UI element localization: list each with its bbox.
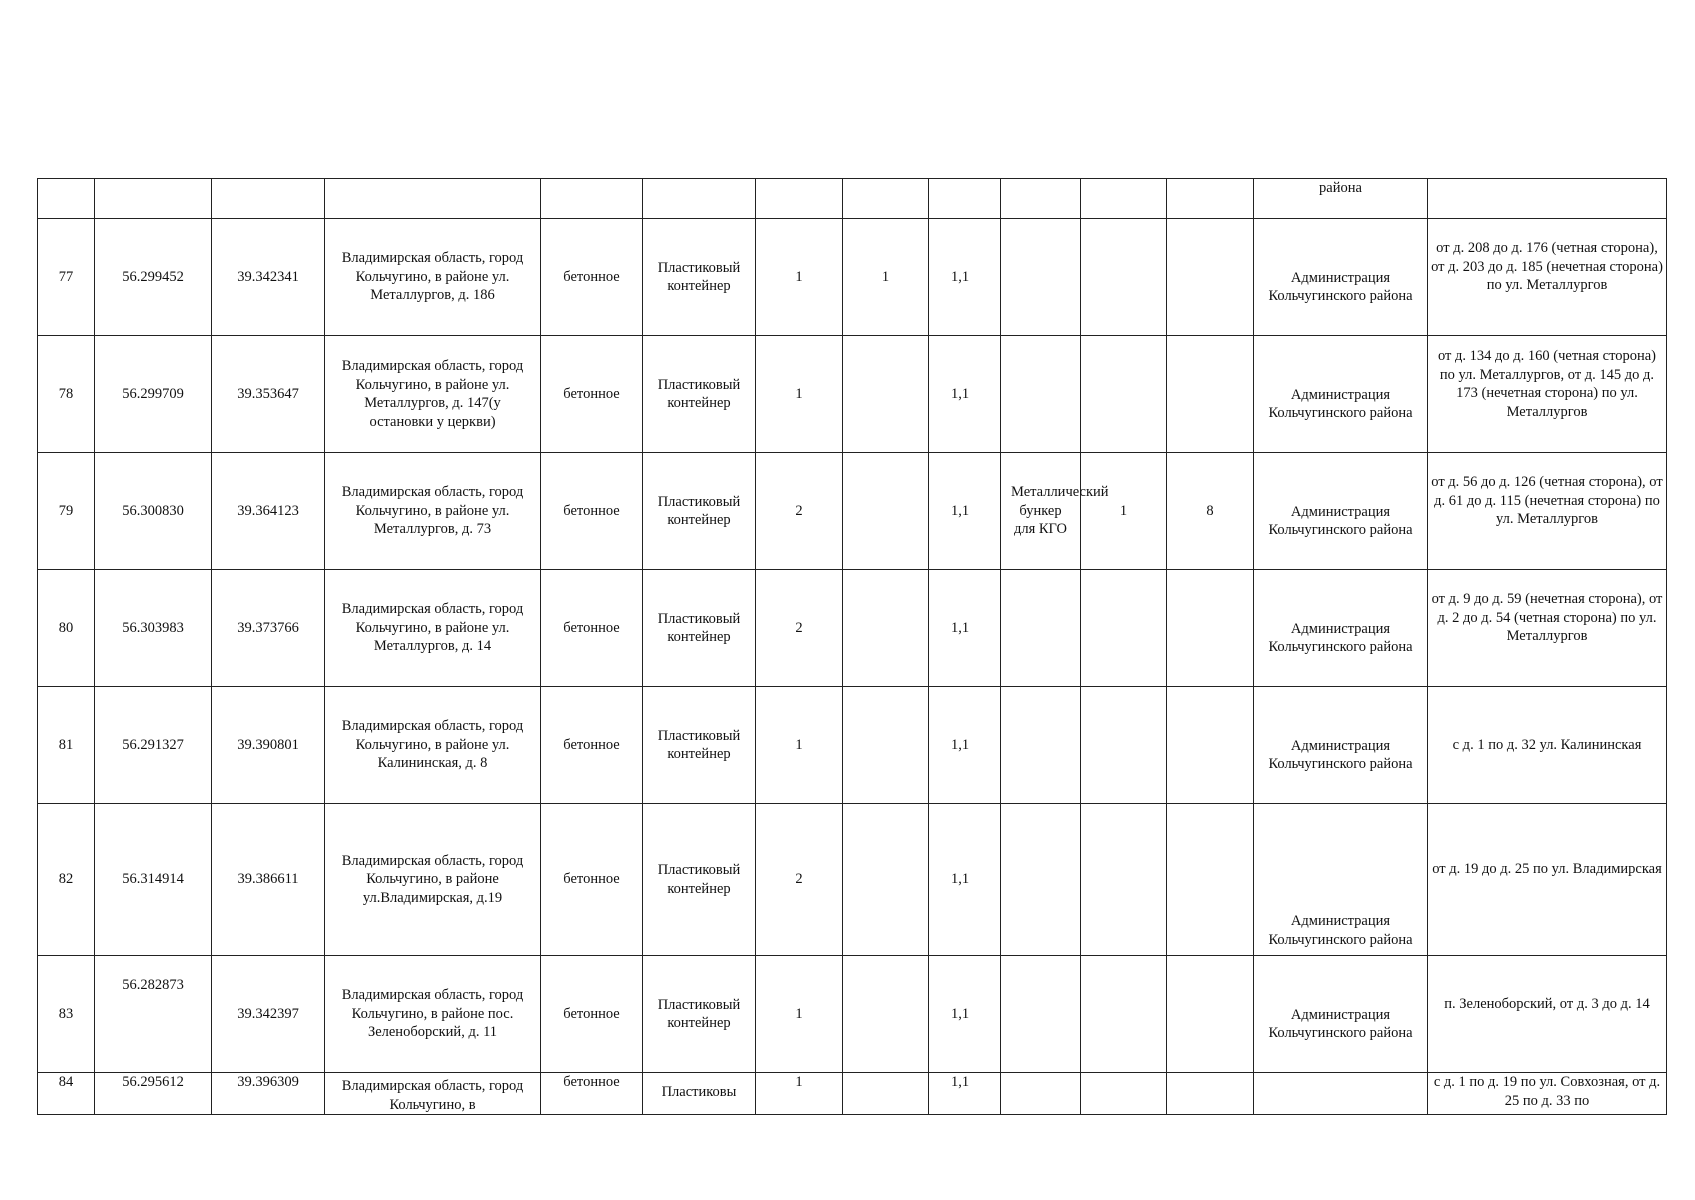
cell-count: 1: [756, 1073, 843, 1115]
cell-surface: бетонное: [541, 453, 643, 570]
cell-count: 2: [756, 804, 843, 956]
cell-container-type: Пластиковы: [643, 1073, 756, 1115]
cell-address: Владимирская область, город Кольчугино, в районе пос. Зеленоборский, д. 11: [325, 956, 541, 1073]
cell-authority: Администрация Кольчугинского района: [1254, 219, 1428, 336]
cell-authority: Администрация Кольчугинского района: [1254, 687, 1428, 804]
cell-container-type: [643, 179, 756, 219]
cell-bunker-type: [1001, 570, 1081, 687]
cell-address: Владимирская область, город Кольчугино, в районе ул. Калининская, д. 8: [325, 687, 541, 804]
cell-lat: 56.314914: [95, 804, 212, 956]
cell-no: 84: [38, 1073, 95, 1115]
cell-bunker-type: [1001, 956, 1081, 1073]
cell-bunker-volume: [1167, 687, 1254, 804]
cell-address: Владимирская область, город Кольчугино, в районе ул.Владимирская, д.19: [325, 804, 541, 956]
cell-no: 80: [38, 570, 95, 687]
cell-lon: 39.364123: [212, 453, 325, 570]
cell-surface: бетонное: [541, 687, 643, 804]
cell-lat: 56.282873: [95, 956, 212, 1073]
cell-authority: Администрация Кольчугинского района: [1254, 956, 1428, 1073]
cell-address: Владимирская область, город Кольчугино, в районе ул. Металлургов, д. 73: [325, 453, 541, 570]
cell-lon: 39.342397: [212, 956, 325, 1073]
cell-count2: [843, 687, 929, 804]
cell-address: [325, 179, 541, 219]
cell-no: 83: [38, 956, 95, 1073]
table-row-carryover: [38, 179, 1667, 219]
cell-served: от д. 134 до д. 160 (четная сторона) по ул. Металлургов, от д. 145 до д. 173 (нечетная сторона) по ул. Металлургов: [1428, 336, 1667, 453]
cell-count2: [843, 453, 929, 570]
cell-volume: 1,1: [929, 336, 1001, 453]
cell-container-type: Пластиковый контейнер: [643, 336, 756, 453]
cell-served: [1428, 179, 1667, 219]
cell-lon: 39.353647: [212, 336, 325, 453]
cell-served: от д. 9 до д. 59 (нечетная сторона), от д. 2 до д. 54 (четная сторона) по ул. Металлургов: [1428, 570, 1667, 687]
cell-count2: [843, 179, 929, 219]
cell-served: от д. 56 до д. 126 (четная сторона), от д. 61 до д. 115 (нечетная сторона) по ул. Металлургов: [1428, 453, 1667, 570]
cell-count: 1: [756, 956, 843, 1073]
cell-bunker-volume: [1167, 179, 1254, 219]
cell-count: [756, 179, 843, 219]
cell-bunker-volume: [1167, 219, 1254, 336]
cell-container-type: Пластиковый контейнер: [643, 956, 756, 1073]
table-row: [38, 956, 1667, 1073]
cell-volume: 1,1: [929, 1073, 1001, 1115]
cell-no: 78: [38, 336, 95, 453]
cell-lon: 39.342341: [212, 219, 325, 336]
cell-bunker-count: [1081, 179, 1167, 219]
cell-volume: 1,1: [929, 687, 1001, 804]
cell-container-type: Пластиковый контейнер: [643, 804, 756, 956]
cell-bunker-count: [1081, 336, 1167, 453]
cell-lat: 56.299452: [95, 219, 212, 336]
cell-count2: [843, 570, 929, 687]
cell-served: от д. 208 до д. 176 (четная сторона), от д. 203 до д. 185 (нечетная сторона) по ул. Металлургов: [1428, 219, 1667, 336]
cell-authority: [1254, 1073, 1428, 1115]
cell-bunker-type: Металлический бункер для КГО: [1001, 453, 1081, 570]
cell-surface: бетонное: [541, 336, 643, 453]
table-row: [38, 219, 1667, 336]
table-row: [38, 453, 1667, 570]
cell-bunker-count: [1081, 1073, 1167, 1115]
cell-bunker-count: [1081, 687, 1167, 804]
cell-bunker-type: [1001, 687, 1081, 804]
cell-count: 1: [756, 687, 843, 804]
cell-lat: 56.299709: [95, 336, 212, 453]
cell-volume: 1,1: [929, 956, 1001, 1073]
cell-volume: 1,1: [929, 570, 1001, 687]
register-table: [37, 178, 1667, 1115]
cell-count: 2: [756, 453, 843, 570]
cell-bunker-type: [1001, 336, 1081, 453]
cell-bunker-volume: [1167, 956, 1254, 1073]
cell-bunker-count: [1081, 570, 1167, 687]
cell-volume: [929, 179, 1001, 219]
cell-count2: [843, 336, 929, 453]
cell-count: 2: [756, 570, 843, 687]
cell-container-type: Пластиковый контейнер: [643, 219, 756, 336]
cell-surface: бетонное: [541, 1073, 643, 1115]
cell-lat: 56.291327: [95, 687, 212, 804]
cell-lon: 39.396309: [212, 1073, 325, 1115]
cell-container-type: Пластиковый контейнер: [643, 453, 756, 570]
cell-bunker-volume: [1167, 570, 1254, 687]
cell-count2: 1: [843, 219, 929, 336]
cell-count: 1: [756, 336, 843, 453]
cell-bunker-volume: [1167, 1073, 1254, 1115]
cell-count: 1: [756, 219, 843, 336]
cell-bunker-type: [1001, 804, 1081, 956]
cell-lat: 56.295612: [95, 1073, 212, 1115]
cell-surface: бетонное: [541, 804, 643, 956]
cell-address: Владимирская область, город Кольчугино, в: [325, 1073, 541, 1115]
cell-authority: Администрация Кольчугинского района: [1254, 336, 1428, 453]
cell-bunker-count: 1: [1081, 453, 1167, 570]
cell-surface: бетонное: [541, 219, 643, 336]
cell-count2: [843, 804, 929, 956]
table-row: [38, 1073, 1667, 1115]
cell-bunker-count: [1081, 219, 1167, 336]
cell-bunker-volume: [1167, 336, 1254, 453]
cell-served: с д. 1 по д. 32 ул. Калининская: [1428, 687, 1667, 804]
cell-bunker-type: [1001, 179, 1081, 219]
cell-volume: 1,1: [929, 219, 1001, 336]
cell-no: 79: [38, 453, 95, 570]
cell-count2: [843, 956, 929, 1073]
cell-authority: района: [1254, 179, 1428, 219]
cell-authority: Администрация Кольчугинского района: [1254, 570, 1428, 687]
table-row: [38, 570, 1667, 687]
cell-container-type: Пластиковый контейнер: [643, 687, 756, 804]
cell-authority: Администрация Кольчугинского района: [1254, 804, 1428, 956]
cell-address: Владимирская область, город Кольчугино, в районе ул. Металлургов, д. 186: [325, 219, 541, 336]
cell-no: [38, 179, 95, 219]
cell-served: от д. 19 до д. 25 по ул. Владимирская: [1428, 804, 1667, 956]
cell-lon: 39.386611: [212, 804, 325, 956]
cell-lon: [212, 179, 325, 219]
cell-surface: [541, 179, 643, 219]
cell-served: п. Зеленоборский, от д. 3 до д. 14: [1428, 956, 1667, 1073]
cell-container-type: Пластиковый контейнер: [643, 570, 756, 687]
cell-lon: 39.390801: [212, 687, 325, 804]
cell-lon: 39.373766: [212, 570, 325, 687]
cell-address: Владимирская область, город Кольчугино, в районе ул. Металлургов, д. 147(у остановки у церкви): [325, 336, 541, 453]
cell-bunker-count: [1081, 804, 1167, 956]
cell-lat: [95, 179, 212, 219]
cell-no: 77: [38, 219, 95, 336]
cell-address: Владимирская область, город Кольчугино, в районе ул. Металлургов, д. 14: [325, 570, 541, 687]
cell-surface: бетонное: [541, 570, 643, 687]
cell-bunker-volume: [1167, 804, 1254, 956]
cell-served: с д. 1 по д. 19 по ул. Совхозная, от д. 25 по д. 33 по: [1428, 1073, 1667, 1115]
cell-bunker-type: [1001, 1073, 1081, 1115]
cell-volume: 1,1: [929, 453, 1001, 570]
cell-bunker-type: [1001, 219, 1081, 336]
table-row: [38, 336, 1667, 453]
cell-lat: 56.303983: [95, 570, 212, 687]
cell-lat: 56.300830: [95, 453, 212, 570]
cell-authority: Администрация Кольчугинского района: [1254, 453, 1428, 570]
cell-no: 82: [38, 804, 95, 956]
cell-bunker-volume: 8: [1167, 453, 1254, 570]
cell-bunker-count: [1081, 956, 1167, 1073]
cell-no: 81: [38, 687, 95, 804]
cell-surface: бетонное: [541, 956, 643, 1073]
cell-volume: 1,1: [929, 804, 1001, 956]
table-row: [38, 804, 1667, 956]
cell-count2: [843, 1073, 929, 1115]
table-row: [38, 687, 1667, 804]
